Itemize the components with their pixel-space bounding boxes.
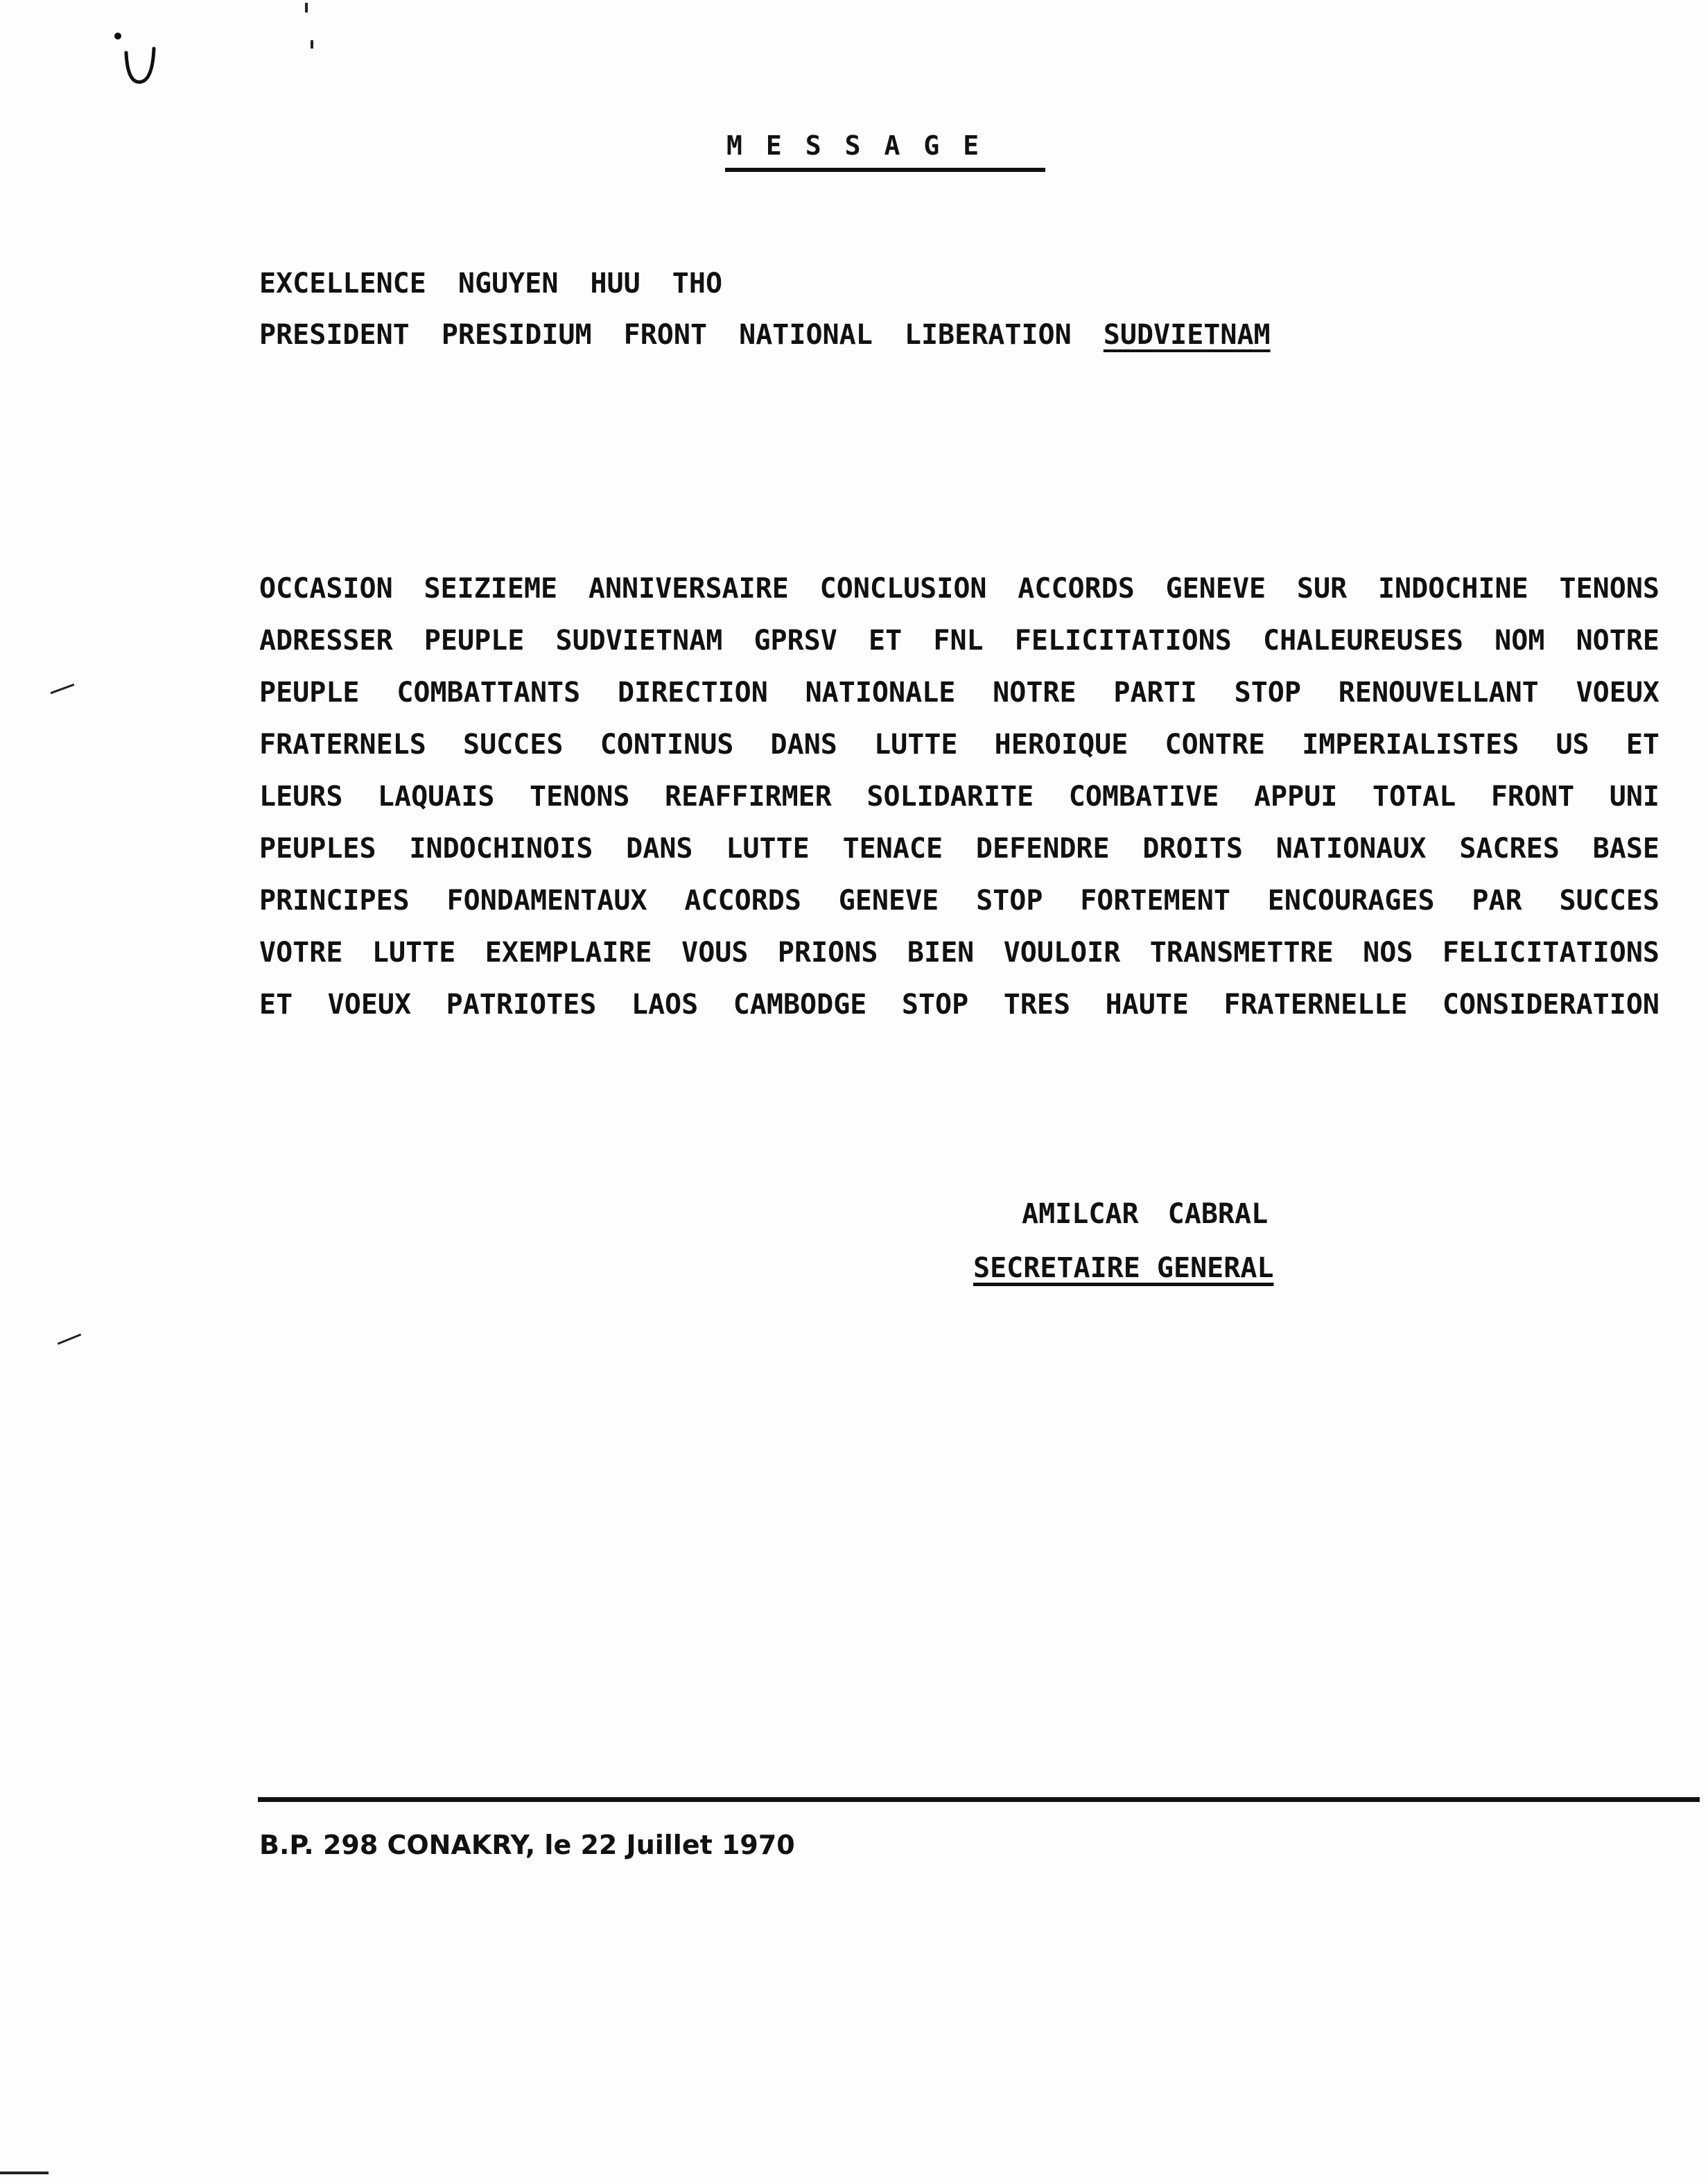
body-line: PEUPLES INDOCHINOIS DANS LUTTE TENACE DEFENDRE DROITS NATIONAUX SACRES BASE [259,833,1659,865]
addressee-country: SUDVIETNAM [1103,319,1271,351]
paper-speck [305,3,308,12]
paper-speck [51,684,75,694]
message-body [259,563,1659,1031]
footer-address-date: B.P. 298 CONAKRY, le 22 Juillet 1970 [259,1830,795,1860]
addressee-block [259,258,1271,361]
paper-speck [58,1333,82,1344]
body-line: VOTRE LUTTE EXEMPLAIRE VOUS PRIONS BIEN VOULOIR TRANSMETTRE NOS FELICITATIONS [259,937,1659,969]
page-title: MESSAGE [726,130,1003,161]
paper-speck [0,2172,49,2174]
body-line: LEURS LAQUAIS TENONS REAFFIRMER SOLIDARITE COMBATIVE APPUI TOTAL FRONT UNI [259,781,1659,813]
body-line: ADRESSER PEUPLE SUDVIETNAM GPRSV ET FNL FELICITATIONS CHALEUREUSES NOM NOTRE [259,625,1659,657]
body-line: PRINCIPES FONDAMENTAUX ACCORDS GENEVE STOP FORTEMENT ENCOURAGES PAR SUCCES [259,885,1659,917]
footer-divider [258,1797,1700,1802]
body-line: ET VOEUX PATRIOTES LAOS CAMBODGE STOP TRES HAUTE FRATERNELLE CONSIDERATION [259,989,1659,1021]
addressee-line-2 [259,309,1271,361]
title-underline [725,168,1045,172]
signature-block [973,1187,1273,1295]
addressee-line-2-main: PRESIDENT PRESIDIUM FRONT NATIONAL LIBERATION [259,319,1072,351]
body-line: PEUPLE COMBATTANTS DIRECTION NATIONALE NOTRE PARTI STOP RENOUVELLANT VOEUX [259,677,1659,709]
addressee-line-1: EXCELLENCE NGUYEN HUU THO [259,268,723,300]
signatory-role: SECRETAIRE GENERAL [973,1252,1274,1284]
body-line: FRATERNELS SUCCES CONTINUS DANS LUTTE HEROIQUE CONTRE IMPERIALISTES US ET [259,729,1659,761]
handwritten-mark [111,28,180,104]
signatory-name: AMILCAR CABRAL [1022,1198,1269,1230]
body-line: OCCASION SEIZIEME ANNIVERSAIRE CONCLUSION ACCORDS GENEVE SUR INDOCHINE TENONS [259,573,1659,605]
paper-speck [311,40,313,49]
